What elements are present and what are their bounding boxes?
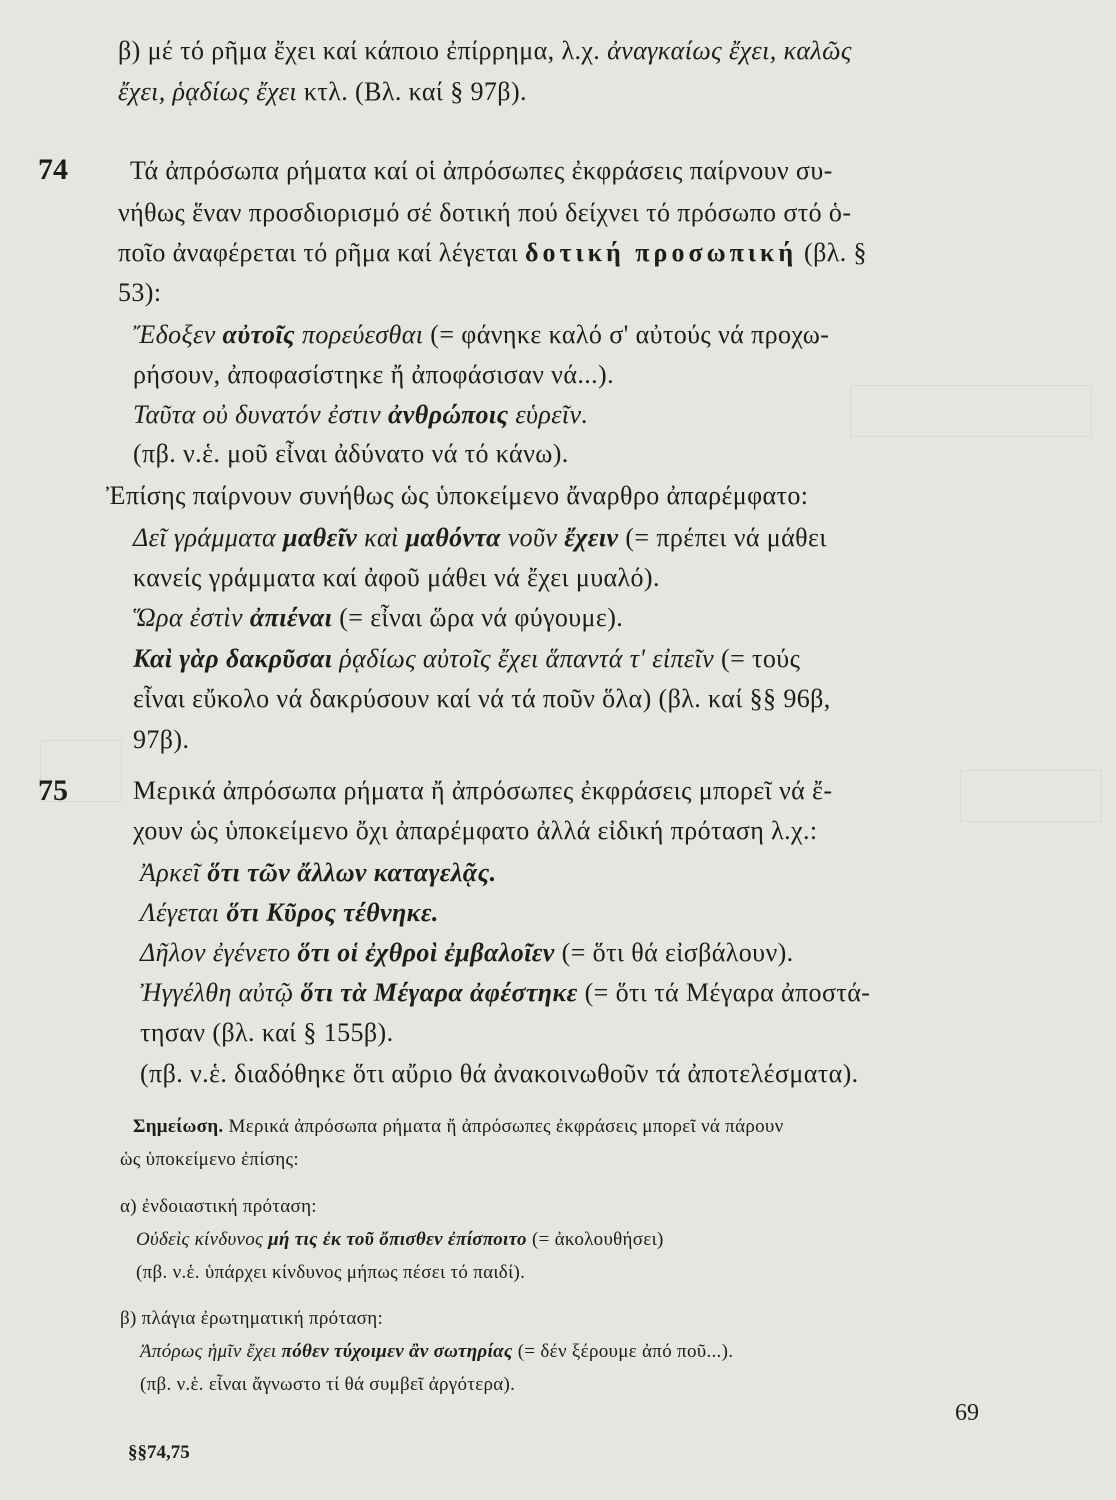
s74-example-2: Ταῦτα οὐ δυνατόν ἐστιν ἀνθρώποις εὑρεῖν. [133,400,589,429]
s75-example-4-cont: τησαν (βλ. καί § 155β). [140,1018,394,1047]
s74-example-2-cont: (πβ. ν.ἑ. μοῦ εἶναι ἀδύνατο νά τό κάνω). [133,439,569,468]
s75-example-1: Ἀρκεῖ ὅτι τῶν ἄλλων καταγελᾷς. [140,858,497,887]
note-b-example: Ἀπόρως ἡμῖν ἔχει πόθεν τύχοιμεν ἂν σωτηρίας (= δέν ξέρουμε ἀπό ποῦ...). [140,1341,734,1362]
note-label: Σημείωση. [133,1116,224,1137]
s74-example-5-end: 97β). [133,725,190,754]
s74-line-4: 53): [118,278,162,307]
intro-line-1: β) μέ τό ρῆμα ἔχει καί κάποιο ἐπίρρημα, λ.χ. ἀναγκαίως ἔχει, καλῶς [118,36,852,65]
s75-line-1: Μερικά ἀπρόσωπα ρήματα ἤ ἀπρόσωπες ἐκφράσεις μπορεῖ νά ἔ- [133,776,833,805]
s74-example-3: Δεῖ γράμματα μαθεῖν καὶ μαθόντα νοῦν ἔχειν (= πρέπει νά μάθει [133,523,827,552]
note-b-heading: β) πλάγια ἐρωτηματική πρόταση: [120,1308,384,1329]
section-number-74: 74 [38,153,68,186]
s75-example-4-end: (πβ. ν.ἑ. διαδόθηκε ὅτι αὔριο θά ἀνακοινωθοῦν τά ἀποτελέσματα). [140,1059,859,1088]
s74-example-1: Ἔδοξεν αὐτοῖς πορεύεσθαι (= φάνηκε καλό σ' αὐτούς νά προχω- [133,320,830,349]
term-dotiki-prosopiki: δοτική προσωπική [525,238,798,267]
note-b-example-cont: (πβ. ν.ἑ. εἶναι ἄγνωστο τί θά συμβεῖ ἀργότερα). [140,1374,516,1395]
intro-line-2: ἔχει, ῥᾳδίως ἔχει κτλ. (Βλ. καί § 97β). [118,77,527,106]
footer-section-ref: §§74,75 [128,1442,190,1463]
page-number: 69 [955,1400,979,1426]
s74-also-line: Ἐπίσης παίρνουν συνήθως ὡς ὑποκείμενο ἄναρθρο ἀπαρέμφατο: [106,481,809,510]
s74-line-1: Τά ἀπρόσωπα ρήματα καί οἱ ἀπρόσωπες ἐκφράσεις παίρνουν συ- [130,156,833,185]
s74-line-2: νήθως ἕναν προσδιορισμό σέ δοτική πού δείχνει τό πρόσωπο στό ὁ- [118,198,852,227]
note-a-example: Οὐδεὶς κίνδυνος μή τις ἐκ τοῦ ὄπισθεν ἐπίσποιτο (= ἀκολουθήσει) [136,1229,664,1250]
s74-line-3: ποῖο ἀναφέρεται τό ρῆμα καί λέγεται δοτική προσωπική (βλ. § [118,238,867,267]
s74-example-5: Καὶ γὰρ δακρῦσαι ῥᾳδίως αὐτοῖς ἔχει ἅπαντά τ' εἰπεῖν (= τούς [133,644,801,673]
s74-example-4: Ὥρα ἐστὶν ἀπιέναι (= εἶναι ὥρα νά φύγουμε). [133,603,624,632]
section-number-75: 75 [38,774,68,807]
s75-example-2: Λέγεται ὅτι Κῦρος τέθνηκε. [140,898,439,927]
bleed-through-box [960,770,1102,822]
s75-example-3: Δῆλον ἐγένετο ὅτι οἱ ἐχθροὶ ἐμβαλοῖεν (= ὅτι θά εἰσβάλουν). [140,938,794,967]
note-line-2: ὡς ὑποκείμενο ἐπίσης: [120,1149,299,1170]
bleed-through-box [850,385,1092,437]
s75-line-2: χουν ὡς ὑποκείμενο ὄχι ἀπαρέμφατο ἀλλά εἰδική πρόταση λ.χ.: [133,816,818,845]
s74-example-3-cont: κανείς γράμματα καί ἀφοῦ μάθει νά ἔχει μυαλό). [133,563,660,592]
note-line-1: Σημείωση. Μερικά ἀπρόσωπα ρήματα ἤ ἀπρόσωπες ἐκφράσεις μπορεῖ νά πάρουν [133,1116,784,1137]
s74-example-5-cont: εἶναι εὔκολο νά δακρύσουν καί νά τά ποῦν ὅλα) (βλ. καί §§ 96β, [133,684,831,713]
note-a-heading: α) ἐνδοιαστική πρόταση: [120,1196,317,1217]
note-a-example-cont: (πβ. ν.ἑ. ὑπάρχει κίνδυνος μήπως πέσει τό παιδί). [136,1262,526,1283]
s75-example-4: Ἠγγέλθη αὐτῷ ὅτι τὰ Μέγαρα ἀφέστηκε (= ὅτι τά Μέγαρα ἀποστά- [140,978,871,1007]
s74-example-1-cont: ρήσουν, ἀποφασίστηκε ἤ ἀποφάσισαν νά...). [133,360,614,389]
